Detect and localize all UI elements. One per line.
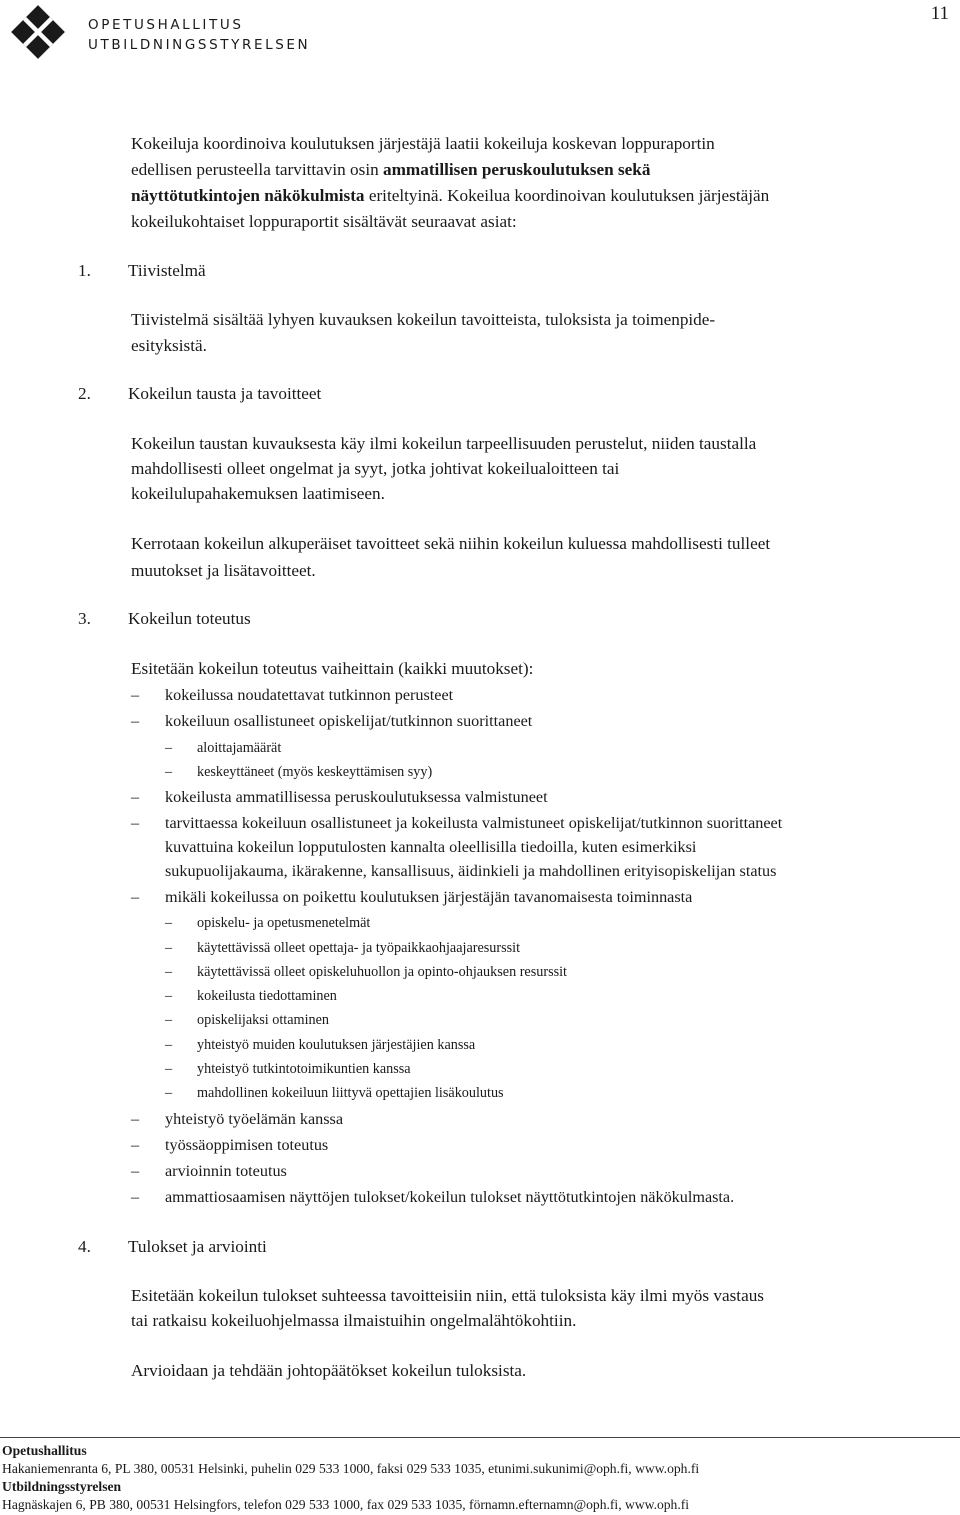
intro-emphasis: ammatillisen peruskoulutuksen sekä (383, 160, 651, 179)
dash-bullet: – (165, 740, 173, 756)
dash-bullet: – (165, 1061, 173, 1077)
dash-bullet: – (165, 1012, 173, 1028)
section-number: 3. (78, 609, 91, 628)
dash-bullet: – (131, 1136, 140, 1154)
paragraph-line: Esitetään kokeilun tulokset suhteessa tavoitteisiin niin, että tuloksista käy ilmi myös vastaus (131, 1286, 764, 1305)
section-title: Kokeilun tausta ja tavoitteet (128, 384, 322, 403)
list-item-text: yhteistyö muiden koulutuksen järjestäjien kanssa (197, 1037, 476, 1053)
dash-bullet: – (131, 1188, 140, 1206)
list-item-text: kokeilusta ammatillisessa peruskoulutuksessa valmistuneet (165, 788, 548, 806)
dash-bullet: – (165, 988, 173, 1004)
list-item-text: mikäli kokeilussa on poikettu koulutuksen järjestäjän tavanomaisesta toiminnasta (165, 888, 693, 906)
footer-org-sv: Utbildningsstyrelsen (2, 1479, 122, 1494)
list-item-text: tarvittaessa kokeiluun osallistuneet ja kokeilusta valmistuneet opiskelijat/tutkinnon suorittaneet (165, 814, 783, 832)
list-item-text: kokeilussa noudatettavat tutkinnon perusteet (165, 686, 454, 704)
dash-bullet: – (165, 964, 173, 980)
list-item-text: opiskelijaksi ottaminen (197, 1012, 330, 1028)
opetushallitus-logo (8, 2, 68, 62)
paragraph-line: Arvioidaan ja tehdään johtopäätökset kokeilun tuloksista. (131, 1361, 527, 1380)
paragraph-line: muutokset ja lisätavoitteet. (131, 561, 316, 580)
list-intro: Esitetään kokeilun toteutus vaiheittain (kaikki muutokset): (131, 659, 534, 678)
dash-bullet: – (165, 1085, 173, 1101)
list-item-text: sukupuolijakauma, ikärakenne, kansallisuus, äidinkieli ja mahdollinen erityisopiskelijan status (165, 862, 777, 880)
dash-bullet: – (131, 788, 140, 806)
list-item-text: kokeiluun osallistuneet opiskelijat/tutkinnon suorittaneet (165, 712, 533, 730)
dash-bullet: – (165, 1037, 173, 1053)
list-item-text: mahdollinen kokeiluun liittyvä opettajien lisäkoulutus (197, 1085, 504, 1101)
list-item-text: opiskelu- ja opetusmenetelmät (197, 915, 371, 931)
footer-divider (0, 1437, 960, 1438)
list-item-text: kuvattuina kokeilun lopputulosten kannalta oleellisilla tiedoilla, kuten esimerkiksi (165, 838, 697, 856)
paragraph-line: esityksistä. (131, 336, 207, 355)
paragraph-line: Kerrotaan kokeilun alkuperäiset tavoitteet sekä niihin kokeilun kuluessa mahdollisesti tulleet (131, 534, 771, 553)
list-item-text: työssäoppimisen toteutus (165, 1136, 329, 1154)
section-number: 1. (78, 261, 91, 280)
footer-address-sv: Hagnäskajen 6, PB 380, 00531 Helsingfors, telefon 029 533 1000, fax 029 533 1035, förnamn.efternamn@oph.fi, www.oph.fi (2, 1497, 690, 1512)
paragraph-line: mahdollisesti olleet ongelmat ja syyt, jotka johtivat kokeilualoitteen tai (131, 459, 620, 478)
org-name-fi: OPETUSHALLITUS (88, 17, 244, 33)
list-item-text: arvioinnin toteutus (165, 1162, 287, 1180)
dash-bullet: – (131, 1110, 140, 1128)
list-item-text: aloittajamäärät (197, 740, 282, 756)
paragraph-line: tai ratkaisu kokeiluohjelmassa ilmaistuihin ongelmalähtökohtiin. (131, 1311, 577, 1330)
intro-line: näyttötutkintojen näkökulmista eriteltyinä. Kokeilua koordinoivan koulutuksen järjestäjän (131, 186, 770, 205)
intro-emphasis: näyttötutkintojen näkökulmista (131, 186, 365, 205)
footer-org-fi: Opetushallitus (2, 1443, 87, 1458)
section-number: 4. (78, 1237, 91, 1256)
dash-bullet: – (165, 915, 173, 931)
paragraph-line: Kokeilun taustan kuvauksesta käy ilmi kokeilun tarpeellisuuden perustelut, niiden taustalla (131, 434, 757, 453)
intro-line: Kokeiluja koordinoiva koulutuksen järjestäjä laatii kokeiluja koskevan loppuraportin (131, 134, 715, 153)
dash-bullet: – (165, 940, 173, 956)
section-heading (78, 1234, 267, 1260)
section-heading (78, 381, 321, 407)
footer-address-fi: Hakaniemenranta 6, PL 380, 00531 Helsinki, puhelin 029 533 1000, faksi 029 533 1035, etunimi.sukunimi@oph.fi, www.oph.fi (2, 1461, 700, 1476)
section-heading (78, 606, 251, 632)
section-title: Tulokset ja arviointi (128, 1237, 267, 1256)
intro-line: edellisen perusteella tarvittavin osin ammatillisen peruskoulutuksen sekä (131, 160, 651, 179)
intro-line: kokeilukohtaiset loppuraportit sisältävät seuraavat asiat: (131, 212, 517, 231)
list-item-text: käytettävissä olleet opettaja- ja työpaikkaohjaajaresurssit (197, 940, 521, 956)
section-title: Kokeilun toteutus (128, 609, 251, 628)
paragraph-line: Tiivistelmä sisältää lyhyen kuvauksen kokeilun tavoitteista, tuloksista ja toimenpide- (131, 310, 716, 329)
section-number: 2. (78, 384, 91, 403)
list-item-text: keskeyttäneet (myös keskeyttämisen syy) (197, 764, 433, 780)
section-title: Tiivistelmä (128, 261, 206, 280)
list-item-text: yhteistyö työelämän kanssa (165, 1110, 344, 1128)
list-item-text: käytettävissä olleet opiskeluhuollon ja opinto-ohjauksen resurssit (197, 964, 567, 980)
list-item-text: kokeilusta tiedottaminen (197, 988, 337, 1004)
paragraph-line: kokeilulupahakemuksen laatimiseen. (131, 484, 385, 503)
org-name-sv: UTBILDNINGSSTYRELSEN (88, 37, 311, 53)
list-item-text: ammattiosaamisen näyttöjen tulokset/kokeilun tulokset näyttötutkintojen näkökulmasta. (165, 1188, 735, 1206)
dash-bullet: – (131, 888, 140, 906)
dash-bullet: – (131, 814, 140, 832)
dash-bullet: – (131, 686, 140, 704)
dash-bullet: – (131, 712, 140, 730)
page-number: 11 (930, 3, 949, 24)
list-item-text: yhteistyö tutkintotoimikuntien kanssa (197, 1061, 411, 1077)
section-heading (78, 258, 206, 284)
dash-bullet: – (131, 1162, 140, 1180)
dash-bullet: – (165, 764, 173, 780)
